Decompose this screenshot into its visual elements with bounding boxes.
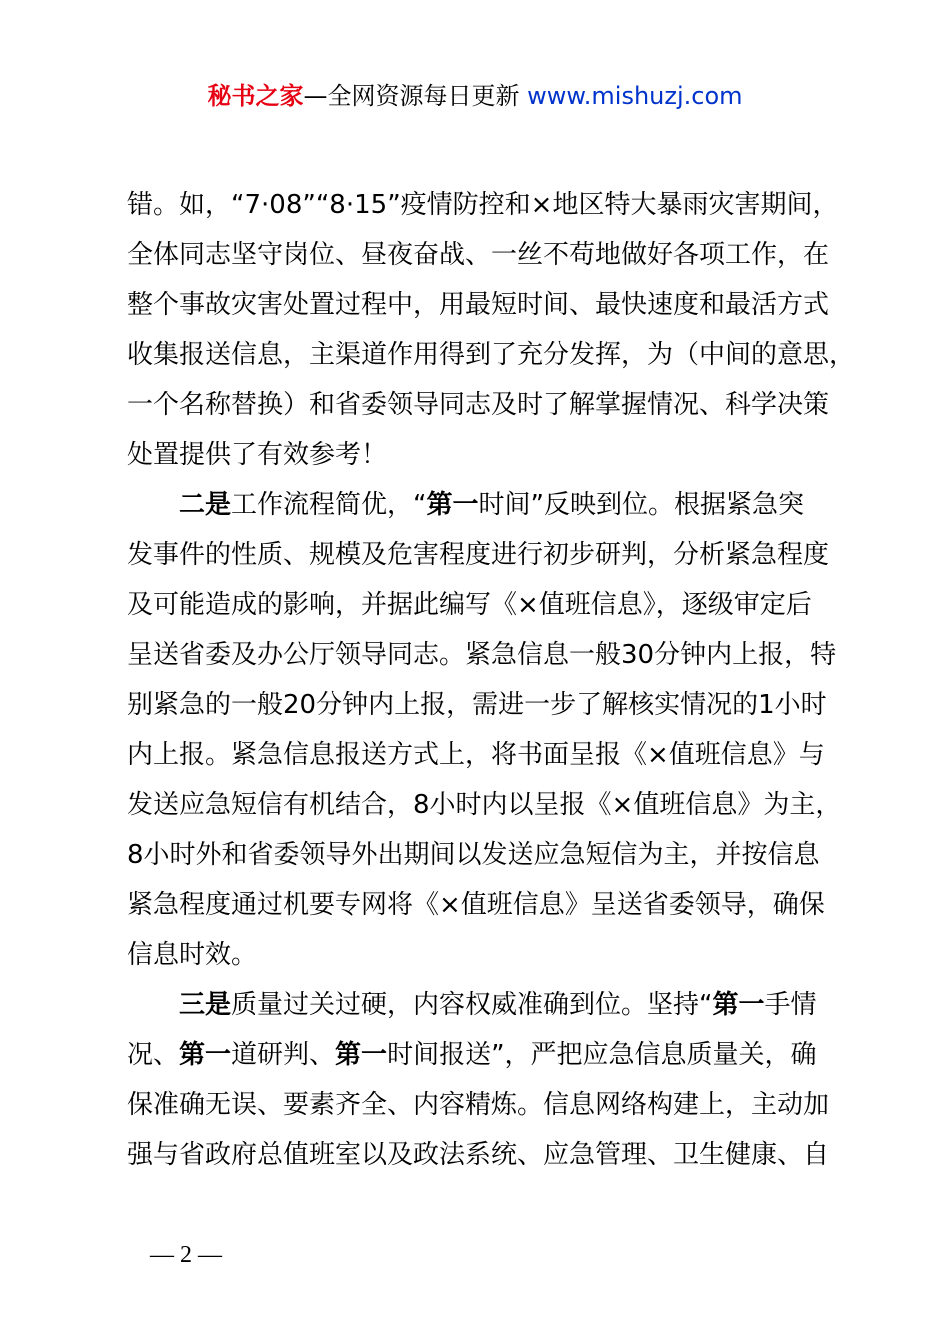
text-line: 全体同志坚守岗位、昼夜奋战、一丝不苟地做好各项工作，在 [127,240,830,270]
bold-term: 第一 [426,490,479,520]
text-line: 紧急程度通过机要专网将《×值班信息》呈送省委领导，确保 [127,890,825,920]
text-line: 呈送省委及办公厅领导同志。紧急信息一般30分钟内上报，特 [127,640,837,670]
header-tagline: —全网资源每日更新 [303,82,520,110]
text-run: 况、 [127,1040,180,1070]
text-line: 8小时外和省委领导外出期间以发送应急短信为主，并按信息 [127,840,820,870]
text-run: 手情 [764,990,817,1020]
text-line: 整个事故灾害处置过程中，用最短时间、最快速度和最活方式 [127,290,830,320]
site-url-link[interactable]: www.mishuzj.com [527,82,743,110]
bold-lead: 三是 [179,990,232,1020]
bold-lead: 二是 [179,490,232,520]
text-line: 发事件的性质、规模及危害程度进行初步研判，分析紧急程度 [127,540,830,570]
text-run: 质量过关过硬，内容权威准确到位。坚持“ [231,990,713,1020]
text-line: 内上报。紧急信息报送方式上，将书面呈报《×值班信息》与 [127,740,825,770]
text-run: 道研判、 [231,1040,336,1070]
text-line: 错。如，“7·08”“8·15”疫情防控和×地区特大暴雨灾害期间， [127,190,839,220]
text-line [127,980,833,1030]
page-number: — 2 — [150,1242,222,1268]
text-line: 一个名称替换）和省委领导同志及时了解掌握情况、科学决策 [127,390,830,420]
text-line: 处置提供了有效参考！ [127,440,388,470]
text-line: 保准确无误、要素齐全、内容精炼。信息网络构建上，主动加 [127,1090,830,1120]
text-line: 收集报送信息，主渠道作用得到了充分发挥，为（中间的意思， [127,340,856,370]
paragraph-3 [127,980,833,1180]
text-line: 别紧急的一般20分钟内上报，需进一步了解核实情况的1小时 [127,690,827,720]
text-run: 时间”反映到位。根据紧急突 [478,490,804,520]
paragraph-2 [127,480,842,980]
paragraph-1 [127,180,856,480]
document-body [127,180,856,1180]
text-run: 时间报送”，严把应急信息质量关，确 [387,1040,817,1070]
text-line [127,480,833,530]
bold-term: 第一 [179,1040,232,1070]
bold-term: 第一 [712,990,765,1020]
brand-name: 秘书之家 [207,82,304,110]
text-line: 及可能造成的影响，并据此编写《×值班信息》，逐级审定后 [127,590,812,620]
text-line: 发送应急短信有机结合，8小时内以呈报《×值班信息》为主， [127,790,842,820]
bold-term: 第一 [335,1040,388,1070]
text-run: 工作流程简优，“ [231,490,427,520]
site-header [0,80,950,112]
text-line: 信息时效。 [127,940,258,970]
text-line: 强与省政府总值班室以及政法系统、应急管理、卫生健康、自 [127,1140,830,1170]
text-line [127,1030,833,1080]
